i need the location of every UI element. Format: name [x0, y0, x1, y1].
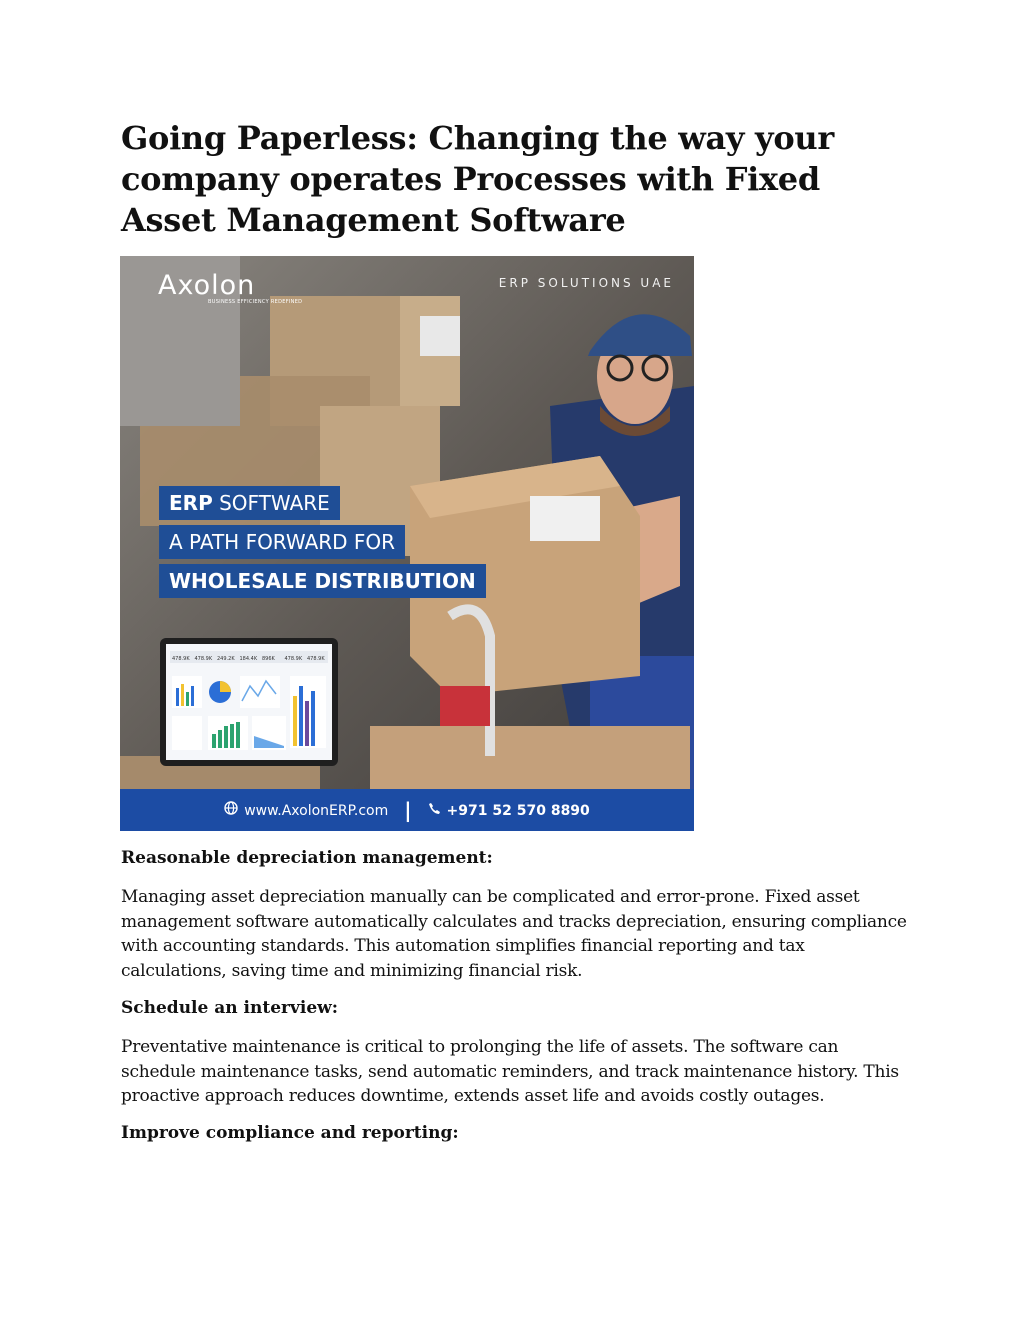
contact-separator: |	[404, 798, 412, 822]
dashboard-kpi-2: 249.2K	[217, 656, 235, 662]
dashboard-kpi-3: 184.4K	[239, 656, 258, 662]
section-body-depreciation: Managing asset depreciation manually can be complicated and error-prone. Fixed asset management software automatically calculates and tracks depreciation, ensuring compliance with accounting standards. This automation simplifies financial reporting and tax calculations, saving time and minimizing financial risk.	[121, 887, 907, 981]
dashboard-kpi-0: 478.9K	[172, 656, 190, 662]
headline-erp: ERP	[169, 491, 213, 515]
erp-solutions-tag: ERP SOLUTIONS UAE	[498, 276, 674, 290]
headline-software: SOFTWARE	[212, 491, 330, 515]
axolon-logo: Axolon	[158, 270, 256, 301]
globe-icon	[224, 801, 238, 815]
section-heading-compliance: Improve compliance and reporting:	[121, 1123, 459, 1143]
logo-tagline: BUSINESS EFFICIENCY REDEFINED	[208, 299, 303, 305]
phone-icon	[428, 802, 441, 815]
headline-line-3: WHOLESALE DISTRIBUTION	[159, 564, 486, 598]
promo-banner-image	[120, 256, 694, 831]
section-body-schedule: Preventative maintenance is critical to prolonging the life of assets. The software can schedule maintenance tasks, send automatic reminders, and track maintenance history. This proactive approach reduces downtime, extends asset life and avoids costly outages.	[121, 1037, 899, 1106]
phone-contact	[428, 802, 590, 819]
dashboard-kpi-1: 478.9K	[194, 656, 213, 662]
phone-text: +971 52 570 8890	[446, 802, 590, 819]
article-title: Going Paperless: Changing the way your company operates Processes with Fixed Asset Management Software	[121, 119, 834, 239]
dashboard-kpi-5: 478.9K	[284, 656, 303, 662]
dashboard-kpi-4: 896K	[262, 656, 275, 662]
website-text: www.AxolonERP.com	[244, 803, 389, 819]
section-heading-schedule: Schedule an interview:	[121, 998, 339, 1018]
website-contact	[224, 801, 388, 819]
headline-line-2: A PATH FORWARD FOR	[159, 525, 405, 559]
banner-contact-bar	[120, 789, 694, 831]
section-heading-depreciation: Reasonable depreciation management:	[121, 848, 493, 868]
headline-line-1	[159, 486, 340, 520]
dashboard-kpi-6: 478.9K	[307, 656, 325, 662]
